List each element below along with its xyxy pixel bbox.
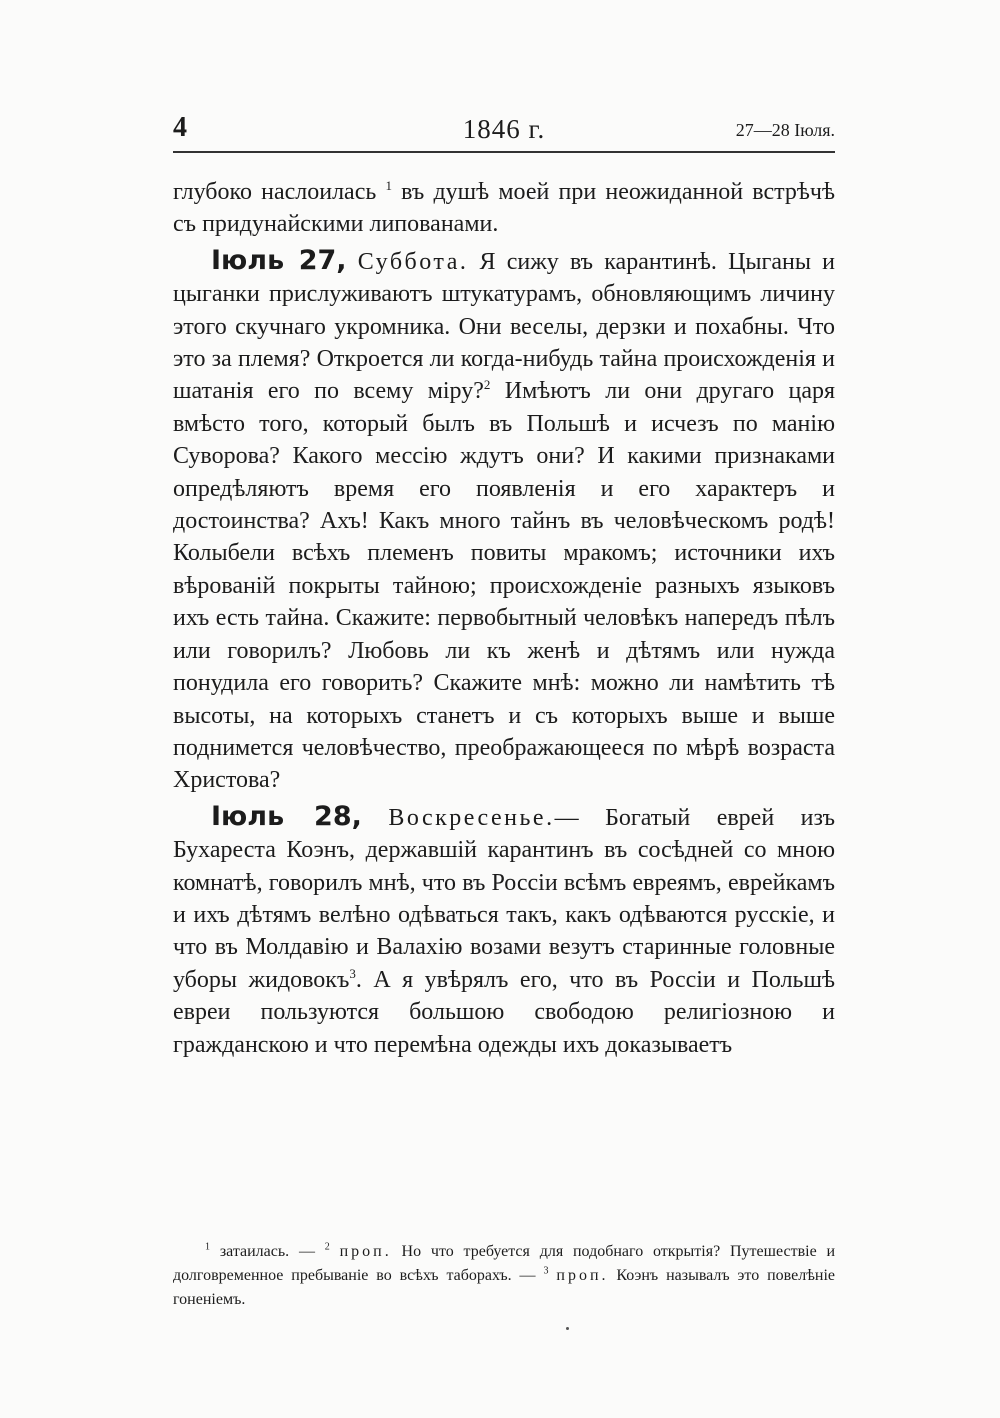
continuation-text-b: въ душѣ моей при неожиданной встрѣчѣ съ придунайскими липованами. — [173, 179, 836, 238]
entry-date-july-28: Іюль 28, — [211, 800, 362, 832]
page-number: 4 — [173, 112, 187, 143]
footnote-ref-1: 1 — [385, 178, 392, 193]
footnote-text-1: затаилась. — — [219, 1243, 315, 1260]
running-dates: 27—28 Іюля. — [735, 120, 835, 140]
entry-text-a: Я сижу въ карантинѣ. Цыганы и цыганки прислуживаютъ штукатурамъ, обновляющимъ личину этого скучнаго укромника. Они веселы, дерзки и похабны. Что это за племя? Откроется ли когда-нибудь тайна происхожденія и шатанія его по всему міру? — [173, 248, 836, 405]
entry-paragraph-july-28 — [173, 801, 835, 1061]
main-text — [173, 176, 835, 1061]
footnote-text-3: Коэнъ называлъ это повелѣніе гоненіемъ. — [173, 1267, 836, 1308]
footnote-block — [173, 1240, 835, 1312]
footnote-ref-2: 2 — [483, 377, 491, 393]
footnote-number-3: 3 — [543, 1265, 549, 1277]
print-speck — [566, 1327, 569, 1330]
entry-day-sunday: Воскресенье. — [388, 804, 555, 831]
entry2-text-a: — Богатый еврей изъ Бухареста Коэнъ, державшій карантинъ въ сосѣдней со мною комнатѣ, говорилъ мнѣ, что въ Россіи всѣмъ евреямъ, еврейкамъ и ихъ дѣтямъ велѣно одѣваться такъ, какъ одѣваются русскіе, и что въ Молдавію и Валахію возами везутъ старинные головные уборы жидовокъ — [173, 804, 836, 993]
running-header — [173, 112, 835, 148]
footnotes — [173, 1240, 835, 1312]
entry2-text-b: . А я увѣрялъ его, что въ Россіи и Польшѣ евреи пользуются большою свободою религіозною и гражданскою и что перемѣна одежды ихъ доказываетъ — [173, 966, 835, 1058]
footnote-ref-3: 3 — [349, 965, 356, 981]
header-rule — [173, 151, 835, 153]
footnote-text-2: Но что требуется для подобнаго открытія? Путешествіе и долговременное пребываніе во всѣхъ таборахъ. — — [173, 1243, 836, 1284]
entry-text-b: Имѣютъ ли они другаго царя вмѣсто того, который былъ въ Польшѣ и исчезъ по манію Суворова? Какого мессію ждутъ они? И какими признаками опредѣляютъ время его появленія и его характеръ и достоинства? Ахъ! Какъ много тайнъ въ человѣческомъ родѣ! Колыбели всѣхъ племенъ повиты мракомъ; источники ихъ вѣрованій покрыты тайною; происхожденіе разныхъ языковъ ихъ есть тайна. Скажите: первобытный человѣкъ напередъ пѣлъ или говорилъ? Любовь ли къ женѣ и дѣтямъ или нужда понудила его говорить? Скажите мнѣ: можно ли намѣтить тѣ высоты, на которыхъ станетъ и съ которыхъ выше и выше поднимется человѣчество, преображающееся по мѣрѣ возраста Христова? — [173, 378, 836, 794]
running-title: 1846 г. — [462, 114, 546, 144]
footnote-abbr-3: проп. — [556, 1267, 609, 1284]
continuation-text-a: глубоко наслоилась — [173, 179, 377, 205]
continuation-paragraph — [173, 176, 835, 241]
footnote-number-1: 1 — [205, 1241, 210, 1253]
entry-paragraph-july-27 — [173, 245, 835, 797]
footnote-number-2: 2 — [324, 1241, 330, 1253]
entry-day-saturday: Суббота. — [357, 248, 469, 275]
entry-date-july-27: Іюль 27, — [211, 244, 347, 276]
footnote-abbr-2: проп. — [339, 1243, 392, 1260]
